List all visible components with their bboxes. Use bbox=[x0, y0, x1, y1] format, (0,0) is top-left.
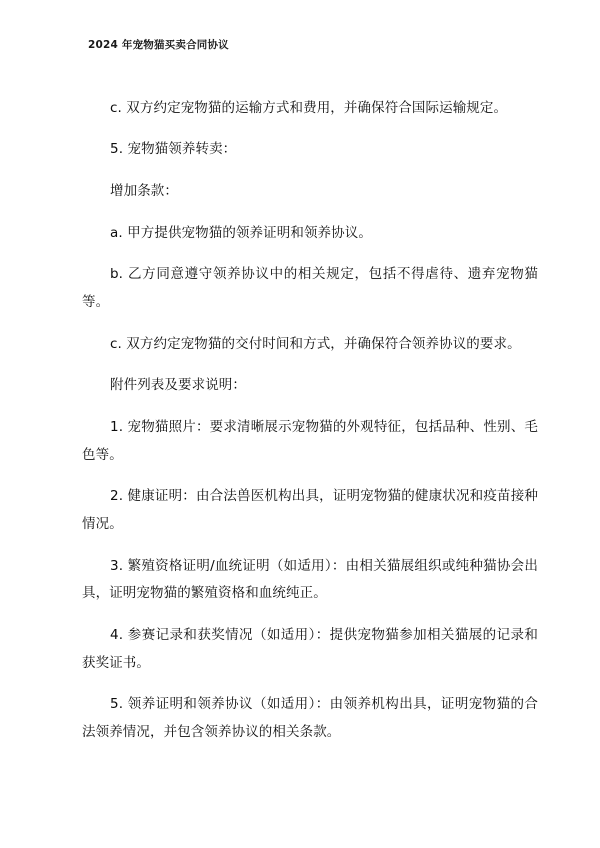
paragraph: 增加条款： bbox=[110, 183, 178, 200]
paragraph: 5. 领养证明和领养协议（如适用）：由领养机构出具，证明宠物猫的合法领养情况，并包含领养协议的相关条款。 bbox=[82, 696, 538, 741]
paragraph: c. 双方约定宠物猫的运输方式和费用，并确保符合国际运输规定。 bbox=[110, 99, 508, 116]
paragraph: 附件列表及要求说明： bbox=[110, 377, 246, 394]
paragraph: 1. 宠物猫照片：要求清晰展示宠物猫的外观特征，包括品种、性别、毛色等。 bbox=[82, 419, 538, 463]
paragraph: 5. 宠物猫领养转卖： bbox=[110, 141, 237, 158]
paragraph: 3. 繁殖资格证明/血统证明（如适用）：由相关猫展组织或纯种猫协会出具，证明宠物猫的繁殖资格和血统纯正。 bbox=[82, 557, 538, 602]
paragraph: 2. 健康证明：由合法兽医机构出具，证明宠物猫的健康状况和疫苗接种情况。 bbox=[82, 488, 538, 533]
paragraph: c. 双方约定宠物猫的交付时间和方式，并确保符合领养协议的要求。 bbox=[110, 335, 521, 352]
paragraph: b. 乙方同意遵守领养协议中的相关规定，包括不得虐待、遗弃宠物猫等。 bbox=[82, 266, 538, 311]
document-body bbox=[82, 95, 538, 747]
paragraph: a. 甲方提供宠物猫的领养证明和领养协议。 bbox=[110, 224, 372, 241]
page-header: 2024 年宠物猫买卖合同协议 bbox=[88, 39, 229, 51]
paragraph: 4. 参赛记录和获奖情况（如适用）：提供宠物猫参加相关猫展的记录和获奖证书。 bbox=[82, 627, 538, 671]
